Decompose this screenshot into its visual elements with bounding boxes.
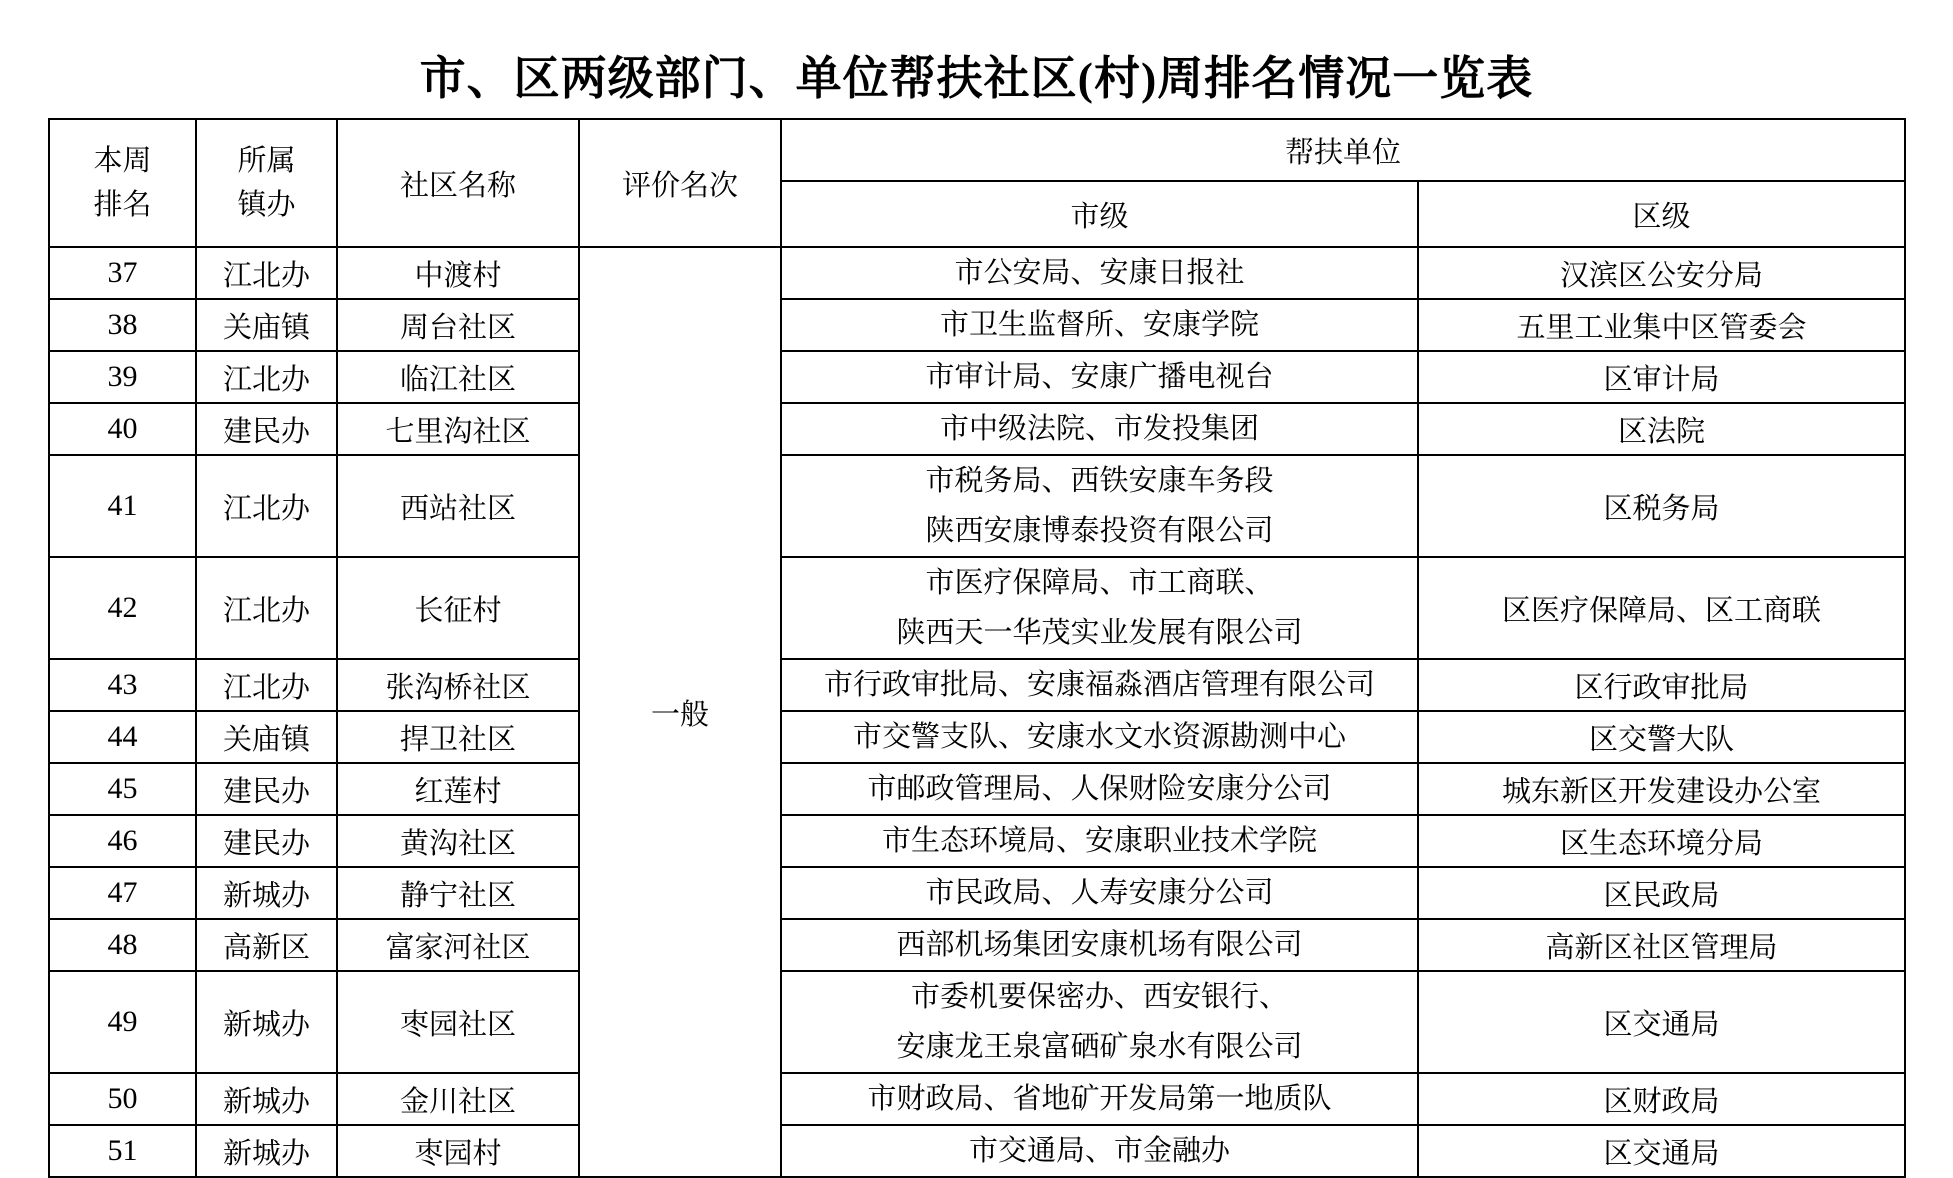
- city-units-cell: [781, 1073, 1418, 1125]
- community-cell: 金川社区: [337, 1073, 579, 1125]
- header-rank-line1: 本周: [93, 145, 152, 177]
- table-row: [49, 711, 1905, 763]
- city-units-cell: [781, 1125, 1418, 1177]
- community-cell: 临江社区: [337, 351, 579, 403]
- city-units-cell: [781, 763, 1418, 815]
- table-row: [49, 763, 1905, 815]
- header-rank: [49, 119, 196, 247]
- town-cell: 建民办: [196, 815, 337, 867]
- header-evaluation: 评价名次: [579, 119, 781, 247]
- city-unit-line: 市中级法院、市发投集团: [939, 413, 1259, 445]
- community-cell: 黄沟社区: [337, 815, 579, 867]
- city-unit-line: 市邮政管理局、人保财险安康分公司: [867, 773, 1332, 805]
- rank-cell: 49: [49, 971, 196, 1073]
- table-row: [49, 403, 1905, 455]
- header-community: 社区名称: [337, 119, 579, 247]
- rank-cell: 51: [49, 1125, 196, 1177]
- town-cell: 江北办: [196, 247, 337, 299]
- town-cell: 江北办: [196, 557, 337, 659]
- city-units-cell: [781, 351, 1418, 403]
- city-units-cell: [781, 867, 1418, 919]
- table-row: [49, 557, 1905, 659]
- community-cell: 静宁社区: [337, 867, 579, 919]
- table-row: [49, 1073, 1905, 1125]
- community-cell: 周台社区: [337, 299, 579, 351]
- town-cell: 高新区: [196, 919, 337, 971]
- rank-cell: 42: [49, 557, 196, 659]
- city-units-cell: [781, 557, 1418, 659]
- community-cell: 枣园社区: [337, 971, 579, 1073]
- table-row: [49, 919, 1905, 971]
- district-unit-cell: 区交通局: [1418, 971, 1905, 1073]
- rank-cell: 48: [49, 919, 196, 971]
- table-row: [49, 351, 1905, 403]
- header-district-level: 区级: [1418, 181, 1905, 247]
- town-cell: 新城办: [196, 1125, 337, 1177]
- city-units-cell: [781, 455, 1418, 557]
- district-unit-cell: 区审计局: [1418, 351, 1905, 403]
- table-row: [49, 867, 1905, 919]
- community-cell: 中渡村: [337, 247, 579, 299]
- rank-cell: 43: [49, 659, 196, 711]
- city-unit-line: 市行政审批局、安康福淼酒店管理有限公司: [823, 669, 1375, 701]
- table-row: [49, 299, 1905, 351]
- district-unit-cell: 区行政审批局: [1418, 659, 1905, 711]
- header-town-line1: 所属: [237, 145, 296, 177]
- district-unit-cell: 五里工业集中区管委会: [1418, 299, 1905, 351]
- header-town-line2: 镇办: [237, 189, 296, 221]
- city-unit-line: 市税务局、西铁安康车务段: [925, 465, 1274, 497]
- table-row: [49, 247, 1905, 299]
- city-unit-line: 市交警支队、安康水文水资源勘测中心: [852, 721, 1346, 753]
- rank-cell: 37: [49, 247, 196, 299]
- town-cell: 江北办: [196, 659, 337, 711]
- evaluation-cell: 一般: [579, 247, 781, 1177]
- district-unit-cell: 区法院: [1418, 403, 1905, 455]
- town-cell: 关庙镇: [196, 711, 337, 763]
- city-unit-line: 陕西安康博泰投资有限公司: [925, 515, 1274, 547]
- ranking-table: [48, 118, 1906, 1178]
- city-units-cell: [781, 299, 1418, 351]
- community-cell: 红莲村: [337, 763, 579, 815]
- district-unit-cell: 汉滨区公安分局: [1418, 247, 1905, 299]
- city-unit-line: 安康龙王泉富硒矿泉水有限公司: [896, 1031, 1303, 1063]
- city-unit-line: 市审计局、安康广播电视台: [925, 361, 1274, 393]
- district-unit-cell: 区民政局: [1418, 867, 1905, 919]
- header-helping-units: 帮扶单位: [781, 119, 1905, 181]
- community-cell: 富家河社区: [337, 919, 579, 971]
- city-units-cell: [781, 815, 1418, 867]
- rank-cell: 46: [49, 815, 196, 867]
- town-cell: 关庙镇: [196, 299, 337, 351]
- town-cell: 建民办: [196, 403, 337, 455]
- city-unit-line: 西部机场集团安康机场有限公司: [896, 929, 1303, 961]
- table-header: [49, 119, 1905, 247]
- city-unit-line: 市委机要保密办、西安银行、: [910, 981, 1288, 1013]
- district-unit-cell: 区生态环境分局: [1418, 815, 1905, 867]
- community-cell: 长征村: [337, 557, 579, 659]
- city-units-cell: [781, 659, 1418, 711]
- city-unit-line: 市生态环境局、安康职业技术学院: [881, 825, 1317, 857]
- district-unit-cell: 区交警大队: [1418, 711, 1905, 763]
- table-row: [49, 659, 1905, 711]
- page-title: 市、区两级部门、单位帮扶社区(村)周排名情况一览表: [419, 53, 1534, 104]
- district-unit-cell: 区交通局: [1418, 1125, 1905, 1177]
- district-unit-cell: 区税务局: [1418, 455, 1905, 557]
- rank-cell: 47: [49, 867, 196, 919]
- district-unit-cell: 城东新区开发建设办公室: [1418, 763, 1905, 815]
- community-cell: 七里沟社区: [337, 403, 579, 455]
- town-cell: 江北办: [196, 455, 337, 557]
- community-cell: 西站社区: [337, 455, 579, 557]
- city-unit-line: 市公安局、安康日报社: [954, 257, 1245, 289]
- community-cell: 张沟桥社区: [337, 659, 579, 711]
- city-unit-line: 市交通局、市金融办: [968, 1135, 1230, 1167]
- district-unit-cell: 区财政局: [1418, 1073, 1905, 1125]
- city-unit-line: 市卫生监督所、安康学院: [939, 309, 1259, 341]
- city-unit-line: 市民政局、人寿安康分公司: [925, 877, 1274, 909]
- town-cell: 建民办: [196, 763, 337, 815]
- rank-cell: 40: [49, 403, 196, 455]
- header-town: [196, 119, 337, 247]
- table-body: [49, 247, 1905, 1177]
- rank-cell: 50: [49, 1073, 196, 1125]
- town-cell: 新城办: [196, 971, 337, 1073]
- town-cell: 江北办: [196, 351, 337, 403]
- district-unit-cell: 区医疗保障局、区工商联: [1418, 557, 1905, 659]
- header-city-level: 市级: [781, 181, 1418, 247]
- table-row: [49, 455, 1905, 557]
- city-units-cell: [781, 971, 1418, 1073]
- rank-cell: 39: [49, 351, 196, 403]
- rank-cell: 45: [49, 763, 196, 815]
- rank-cell: 44: [49, 711, 196, 763]
- table-row: [49, 1125, 1905, 1177]
- district-unit-cell: 高新区社区管理局: [1418, 919, 1905, 971]
- rank-cell: 41: [49, 455, 196, 557]
- city-units-cell: [781, 711, 1418, 763]
- city-unit-line: 市医疗保障局、市工商联、: [925, 567, 1274, 599]
- header-rank-line2: 排名: [93, 189, 152, 221]
- community-cell: 捍卫社区: [337, 711, 579, 763]
- city-unit-line: 陕西天一华茂实业发展有限公司: [896, 617, 1303, 649]
- city-unit-line: 市财政局、省地矿开发局第一地质队: [867, 1083, 1332, 1115]
- rank-cell: 38: [49, 299, 196, 351]
- town-cell: 新城办: [196, 1073, 337, 1125]
- city-units-cell: [781, 247, 1418, 299]
- city-units-cell: [781, 919, 1418, 971]
- header-row-1: [49, 119, 1905, 181]
- city-units-cell: [781, 403, 1418, 455]
- town-cell: 新城办: [196, 867, 337, 919]
- community-cell: 枣园村: [337, 1125, 579, 1177]
- table-row: [49, 815, 1905, 867]
- table-row: [49, 971, 1905, 1073]
